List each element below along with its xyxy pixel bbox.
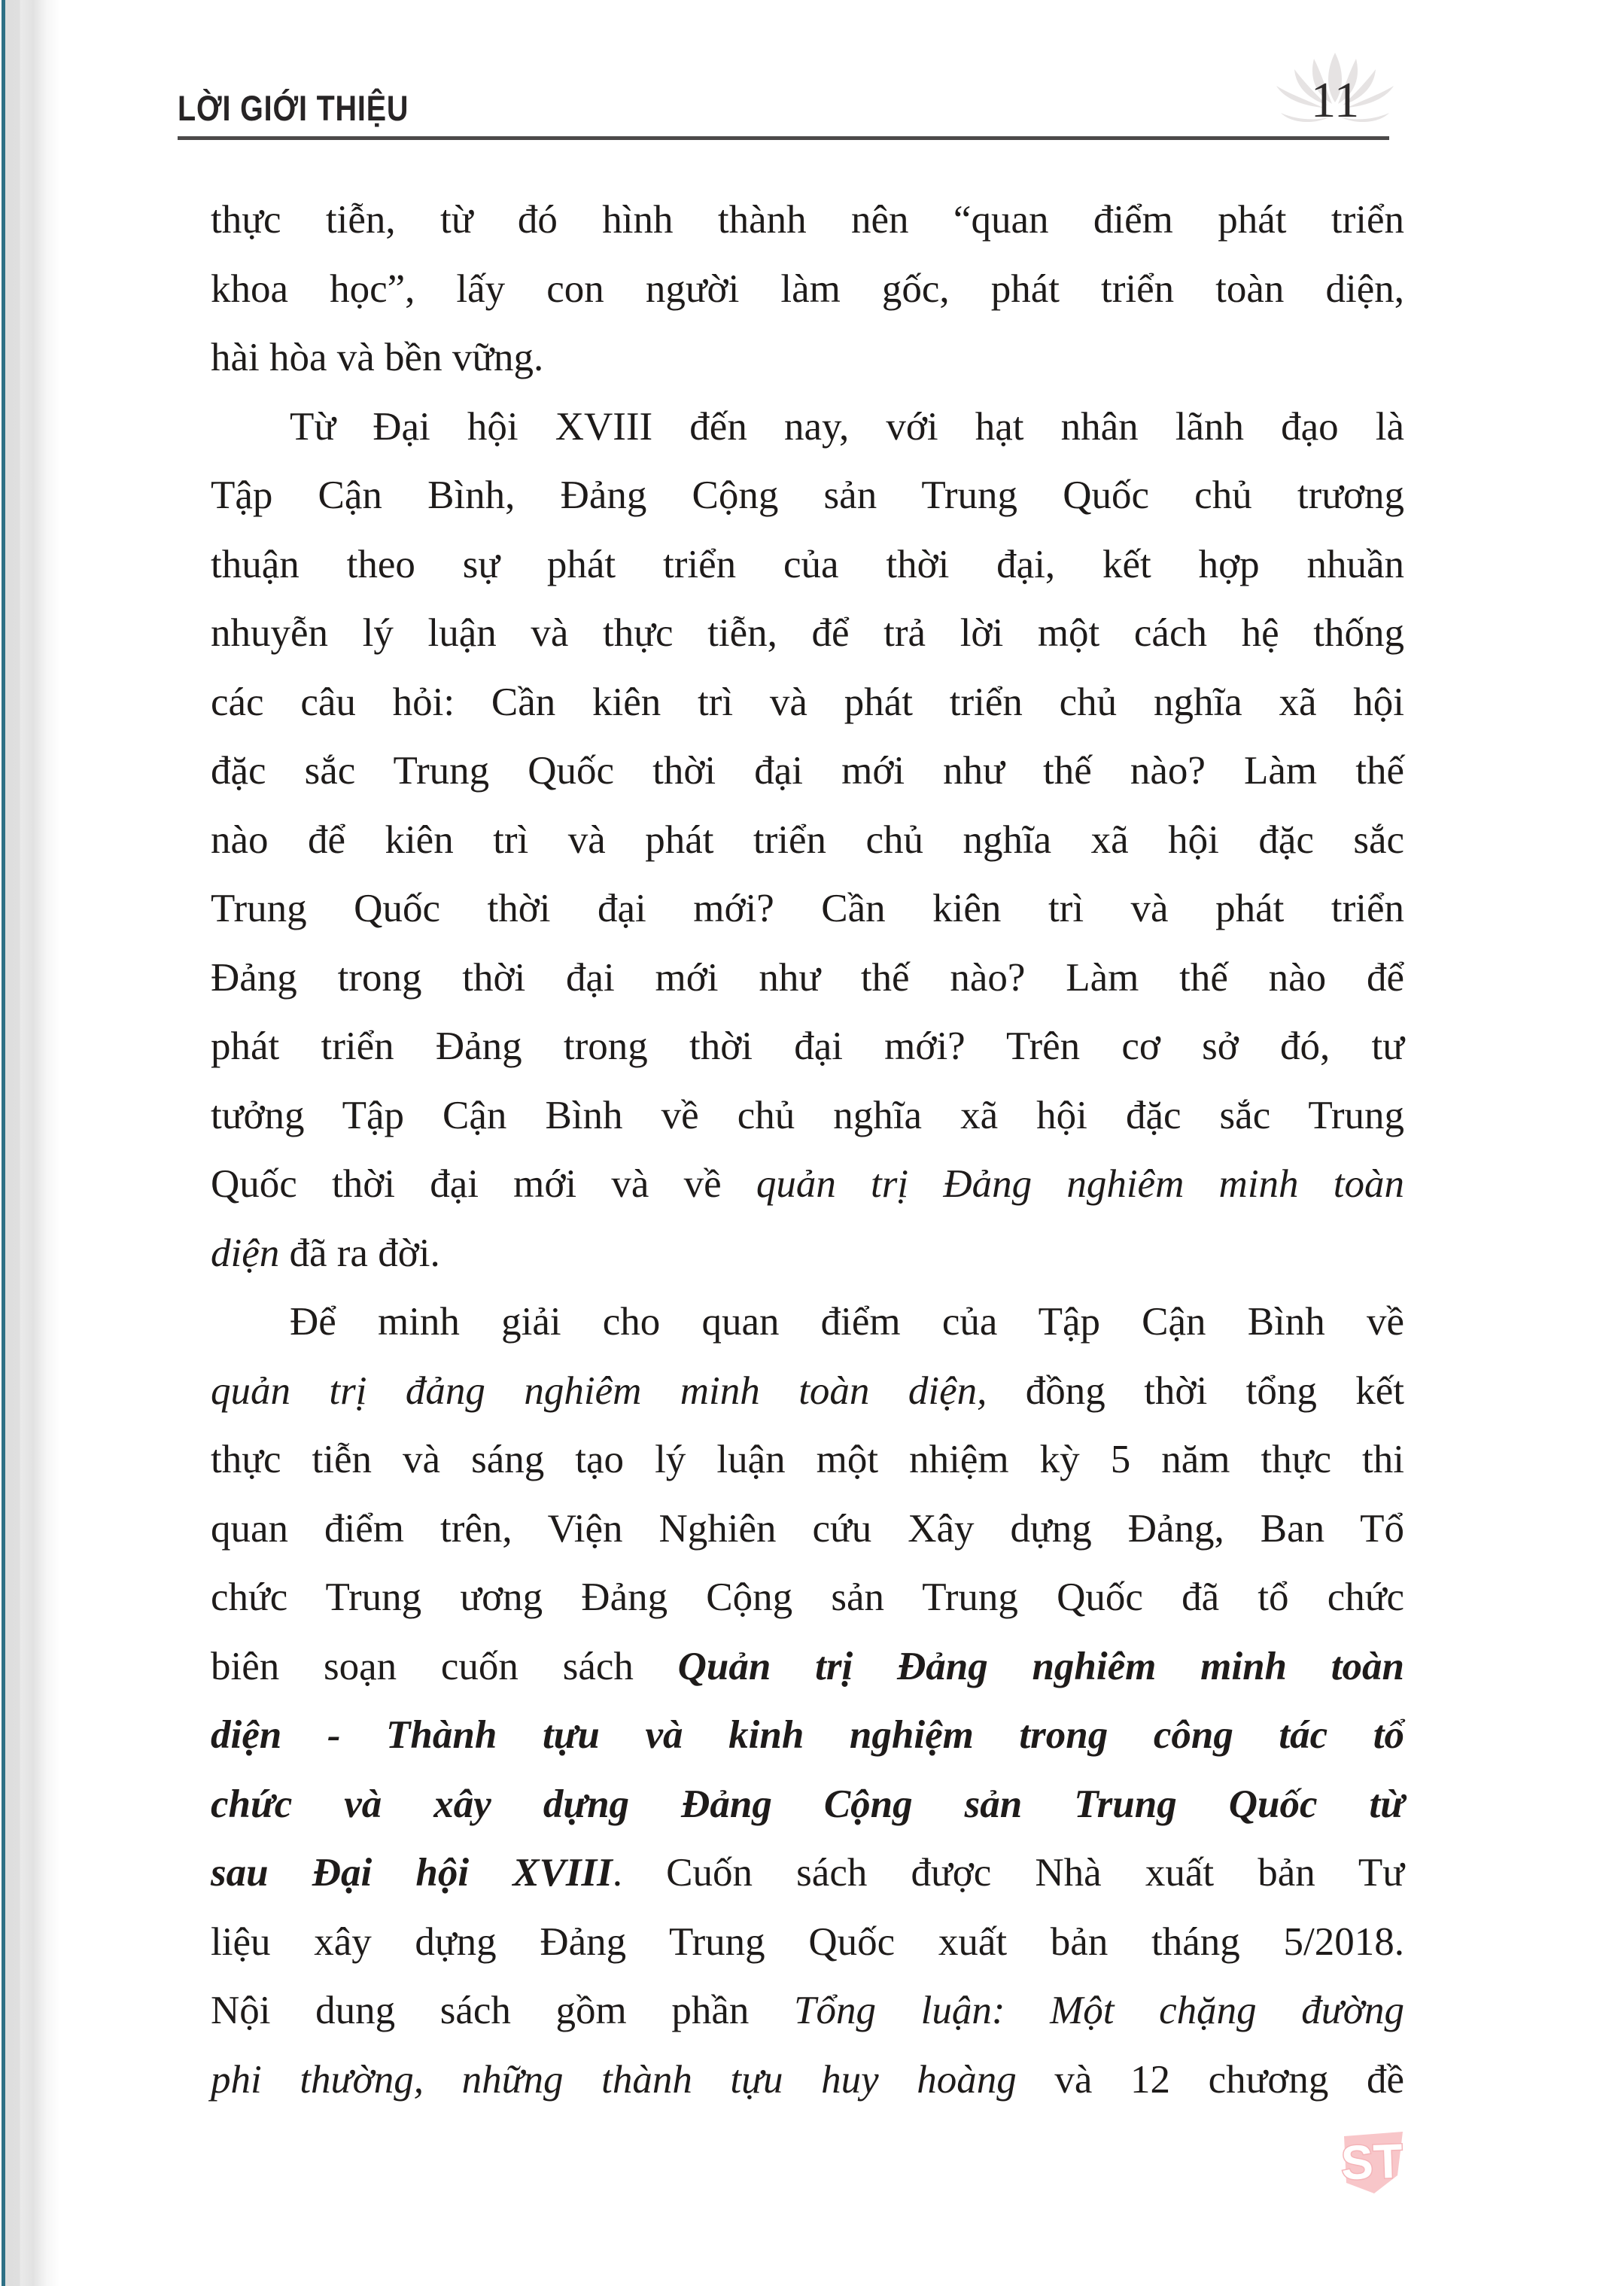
text-line: quản trị đảng nghiêm minh toàn diện, đồng thời tổng kết — [211, 1368, 1404, 1413]
text-line: nào để kiên trì và phát triển chủ nghĩa xã hội đặc sắc — [211, 817, 1404, 862]
text-line: quan điểm trên, Viện Nghiên cứu Xây dựng Đảng, Ban Tổ — [211, 1506, 1404, 1551]
text-line: Tập Cận Bình, Đảng Cộng sản Trung Quốc chủ trương — [211, 473, 1404, 517]
text-line: diện - Thành tựu và kinh nghiệm trong công tác tổ — [211, 1713, 1404, 1757]
page-spine-shading — [0, 0, 71, 2286]
text-line: thực tiễn, từ đó hình thành nên “quan điểm phát triển — [211, 198, 1404, 242]
text-line: hài hòa và bền vững. — [211, 336, 544, 379]
running-header-title: LỜI GIỚI THIỆU — [178, 88, 409, 128]
body-text — [211, 186, 1404, 2114]
text-line: khoa học”, lấy con người làm gốc, phát triển toàn diện, — [211, 266, 1404, 311]
text-line: liệu xây dựng Đảng Trung Quốc xuất bản tháng 5/2018. — [211, 1919, 1404, 1964]
text-line: Trung Quốc thời đại mới? Cần kiên trì và phát triển — [211, 887, 1404, 930]
text-line: sau Đại hội XVIII. Cuốn sách được Nhà xuất bản Tư — [211, 1851, 1405, 1895]
text-line: chức Trung ương Đảng Cộng sản Trung Quốc đã tổ chức — [211, 1575, 1404, 1619]
text-line: các câu hỏi: Cần kiên trì và phát triển chủ nghĩa xã hội — [211, 680, 1404, 724]
folio — [1272, 45, 1398, 129]
text-line: thực tiễn và sáng tạo lý luận một nhiệm kỳ 5 năm thực thi — [211, 1438, 1404, 1481]
header-rule — [178, 136, 1389, 140]
text-line: biên soạn cuốn sách Quản trị Đảng nghiêm minh toàn — [211, 1644, 1404, 1688]
text-line: Nội dung sách gồm phần Tổng luận: Một chặng đường — [211, 1989, 1404, 2032]
text-line: Đảng trong thời đại mới như thế nào? Làm thế nào để — [211, 955, 1404, 1000]
text-line: nhuyễn lý luận và thực tiễn, để trả lời một cách hệ thống — [211, 611, 1404, 655]
text-line: đặc sắc Trung Quốc thời đại mới như thế nào? Làm thế — [211, 749, 1404, 793]
page-number: 11 — [1310, 72, 1360, 128]
text-line: phi thường, những thành tựu huy hoàng và 12 chương đề — [211, 2057, 1404, 2102]
text-line: phát triển Đảng trong thời đại mới? Trên cơ sở đó, tư — [211, 1024, 1404, 1068]
text-line: diện đã ra đời. — [211, 1231, 440, 1275]
publisher-logo-text: ST — [1340, 2133, 1404, 2190]
text-line: tưởng Tập Cận Bình về chủ nghĩa xã hội đặc sắc Trung — [211, 1093, 1404, 1137]
text-line: Để minh giải cho quan điểm của Tập Cận Bình về — [290, 1300, 1404, 1344]
text-line: thuận theo sự phát triển của thời đại, kết hợp nhuần — [211, 542, 1404, 586]
text-line: chức và xây dựng Đảng Cộng sản Trung Quốc từ — [211, 1782, 1404, 1826]
publisher-logo-st — [1337, 2129, 1407, 2198]
text-line: Quốc thời đại mới và về quản trị Đảng nghiêm minh toàn — [211, 1162, 1404, 1206]
text-line: Từ Đại hội XVIII đến nay, với hạt nhân lãnh đạo là — [290, 404, 1404, 449]
